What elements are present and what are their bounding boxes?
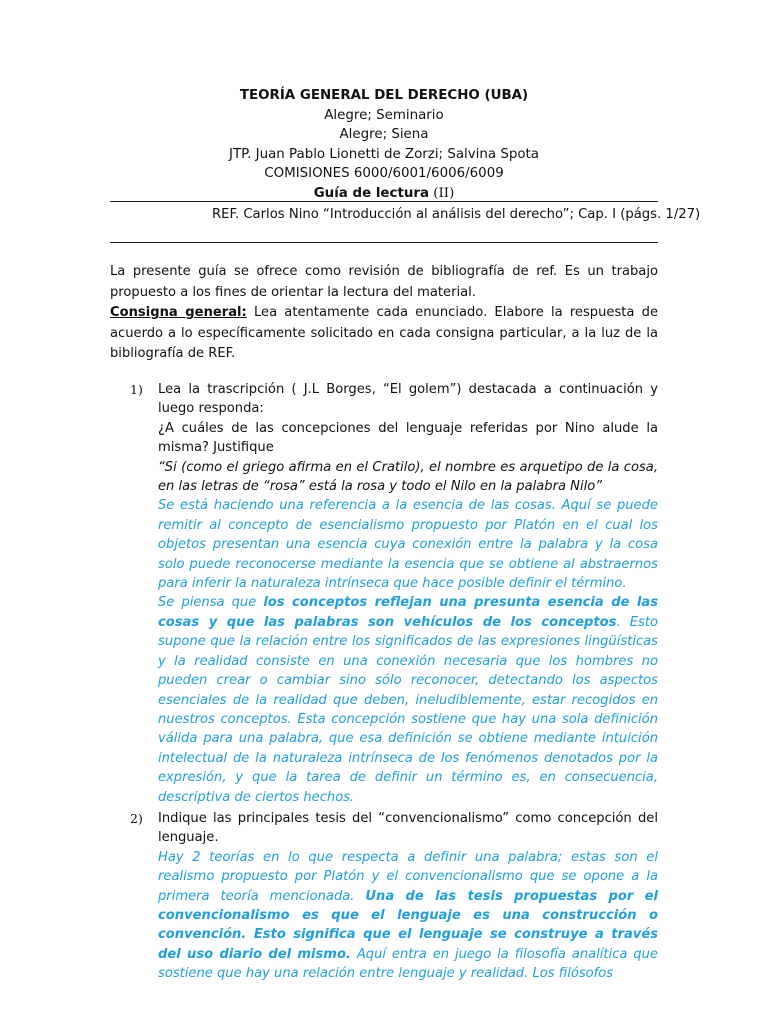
question-item <box>130 809 658 984</box>
guide-number: (II) <box>433 185 455 201</box>
answer-text: . Esto supone que la relación entre los significados de las expresiones lingüísticas y la realidad consiste en una conexión necesaria que los hombres no pueden crear o cambiar sino sólo reconocer, detectando los aspectos esenciales de la realidad que deben, ineludiblemente, estar recogidos en nuestros conceptos. Esta concepción sostiene que hay una sola definición válida para una palabra, que esa definición se obtiene mediante intuición intelectual de la naturaleza intrínseca de los fenómenos denotados por la expresión, y que la tarea de definir un término es, en consecuencia, descriptiva de ciertos hechos. <box>158 614 658 805</box>
question-list <box>130 380 658 984</box>
bottom-divider <box>110 242 658 243</box>
intro-section <box>110 262 658 365</box>
answer-highlight: Una de las tesis propuestas por el convencionalismo es que el lenguaje es una construcción o convención. Esto significa que el lenguaje se construye a través del uso diario del mismo. <box>158 888 658 962</box>
answer-paragraph <box>158 593 658 806</box>
general-instruction-label: Consigna general: <box>110 305 247 320</box>
question-number: 1) <box>130 382 143 397</box>
bibliography-reference: REF. Carlos Nino “Introducción al análisis del derecho”; Cap. I (págs. 1/27) <box>212 207 701 222</box>
guide-label: Guía de lectura <box>313 185 430 201</box>
answer-text: Hay 2 teorías en lo que respecta a definir una palabra; estas son el realismo propuesto por Platón y el convencionalismo que se opone a la primera teoría mencionada. <box>158 849 658 904</box>
question-text: Lea la trascripción ( J.L Borges, “El golem”) destacada a continuación y luego responda: <box>158 382 658 417</box>
intro-paragraph: La presente guía se ofrece como revisión de bibliografía de ref. Es un trabajo propuesto a los fines de orientar la lectura del material. <box>110 264 658 300</box>
borges-quote: “Si (como el griego afirma en el Cratilo), el nombre es arquetipo de la cosa, en las letras de “rosa” está la rosa y todo el Nilo en la palabra Nilo” <box>158 459 658 495</box>
header-line-seminar: Alegre; Seminario <box>324 107 444 123</box>
question-subtext: ¿A cuáles de las concepciones del lenguaje referidas por Nino alude la misma? Justifique <box>158 420 658 456</box>
header-line-commissions: COMISIONES 6000/6001/6006/6009 <box>264 166 504 181</box>
top-divider <box>110 201 658 202</box>
answer-paragraph: Se está haciendo una referencia a la esencia de las cosas. Aquí se puede remitir al concepto de esencialismo propuesto por Platón en el cual los objetos presentan una esencia cuya conexión entre la palabra y la cosa solo puede reconocerse mediante la esencia que se obtiene al abstraernos para inferir la naturaleza intrínseca que hace posible definir el término. <box>158 498 658 592</box>
answer-text: Aquí entra en juego la filosofía analítica que sostiene que hay una relación entre lenguaje y realidad. Los filósofos <box>158 946 658 982</box>
question-item <box>130 380 658 807</box>
general-instruction <box>110 303 658 365</box>
question-number: 2) <box>130 810 143 826</box>
document-header <box>0 86 768 203</box>
question-text: Indique las principales tesis del “convencionalismo” como concepción del lenguaje. <box>158 810 658 846</box>
course-title: TEORÍA GENERAL DEL DERECHO (UBA) <box>239 88 529 103</box>
header-line-instructors: JTP. Juan Pablo Lionetti de Zorzi; Salvina Spota <box>229 146 539 162</box>
answer-text: Se piensa que <box>158 595 264 611</box>
answer-highlight: los conceptos reflejan una presunta esencia de las cosas y que las palabras son vehículos de los conceptos <box>158 595 659 630</box>
header-line-chair: Alegre; Siena <box>339 127 429 142</box>
answer-paragraph <box>158 848 658 984</box>
general-instruction-text: Lea atentamente cada enunciado. Elabore la respuesta de acuerdo a lo específicamente solicitado en cada consigna particular, a la luz de la bibliografía de REF. <box>110 305 658 361</box>
